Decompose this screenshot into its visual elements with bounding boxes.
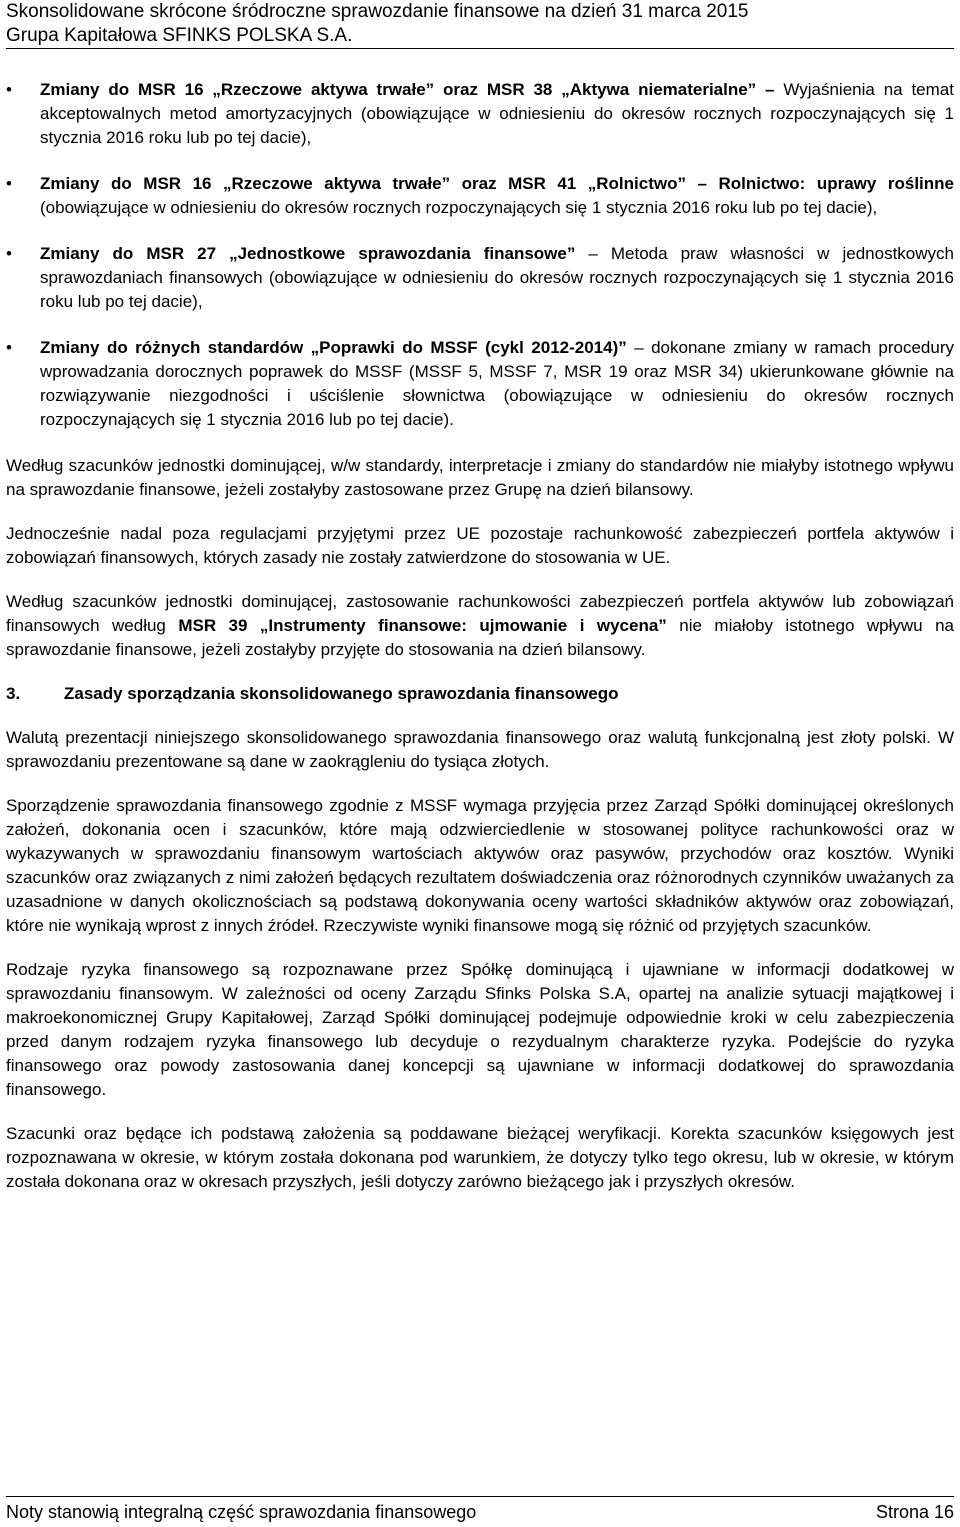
list-item-heading: Zmiany do MSR 16 „Rzeczowe aktywa trwałe” oraz MSR 41 „Rolnictwo” – Rolnictwo: uprawy roślinne [40, 174, 954, 193]
paragraph-estimate-review: Szacunki oraz będące ich podstawą założenia są poddawane bieżącej weryfikacji. Korekta szacunków księgowych jest rozpoznawana w okresie, w którym została dokonana pod warunkiem, że dotyczy tylko tego okresu, lub w okresie, w którym została dokonana oraz w okresach przyszłych, jeśli dotyczy zarówno bieżącego jak i przyszłych okresów. [6, 1124, 954, 1191]
footer-divider [6, 1496, 954, 1497]
paragraph-financial-risk: Rodzaje ryzyka finansowego są rozpoznawane przez Spółkę dominującą i ujawniane w informacji dodatkowej w sprawozdaniu finansowym. W zależności od oceny Zarządu Sfinks Polska S.A, opartej na analizie sytuacji majątkowej i makroekonomicznej Grupy Kapitałowej, Zarząd Spółki dominującej podejmuje odpowiednie kroki w celu zabezpieczenia przed danym rodzajem ryzyka finansowego lub decyduje o rezydualnym charakterze ryzyka. Podejście do ryzyka finansowego oraz powody zastosowania danej koncepcji są ujawniane w informacji dodatkowej do sprawozdania finansowego. [6, 960, 954, 1099]
section-heading [6, 682, 954, 706]
paragraph-hedge-accounting: Jednocześnie nadal poza regulacjami przyjętymi przez UE pozostaje rachunkowość zabezpieczeń portfela aktywów i zobowiązań finansowych, których zasady nie zostały zatwierdzone do stosowania w UE. [6, 524, 954, 567]
page-number: Strona 16 [875, 1502, 954, 1522]
list-item-heading: Zmiany do MSR 27 „Jednostkowe sprawozdania finansowe” [40, 244, 576, 263]
document-body [6, 78, 954, 1214]
footer-note: Noty stanowią integralną część sprawozdania finansowego [6, 1502, 477, 1522]
list-item-heading: Zmiany do MSR 16 „Rzeczowe aktywa trwałe” oraz MSR 38 „Aktywa niematerialne” – [40, 80, 775, 99]
list-item [6, 172, 954, 220]
paragraph-msr39 [6, 590, 954, 662]
bullet-icon: • [6, 244, 12, 263]
paragraph-text: nie miałoby istotnego wpływu na sprawozdanie finansowe, jeżeli zostałyby przyjęte do stosowania na dzień bilansowy. [6, 616, 954, 659]
list-item-text: (obowiązujące w odniesieniu do okresów rocznych rozpoczynających się 1 stycznia 2016 roku lub po tej dacie), [40, 198, 878, 217]
page-header [6, 0, 954, 48]
list-item-heading: Zmiany do różnych standardów „Poprawki do MSSF (cykl 2012-2014)” [40, 338, 627, 357]
list-item-text: Wyjaśnienia na temat akceptowalnych metod amortyzacyjnych (obowiązujące w odniesieniu do okresów rocznych rozpoczynających się 1 stycznia 2016 roku lub po tej dacie), [40, 80, 954, 147]
company-name: Grupa Kapitałowa SFINKS POLSKA S.A. [6, 25, 353, 46]
standard-reference: MSR 39 „Instrumenty finansowe: ujmowanie i wycena” [178, 616, 667, 635]
paragraph-standards-impact: Według szacunków jednostki dominującej, w/w standardy, interpretacje i zmiany do standardów nie miałyby istotnego wpływu na sprawozdanie finansowe, jeżeli zostałyby zastosowane przez Grupę na dzień bilansowy. [6, 456, 954, 499]
list-item-text: – dokonane zmiany w ramach procedury wprowadzania dorocznych poprawek do MSSF (MSSF 5, MSSF 7, MSR 19 oraz MSR 34) ukierunkowane głównie na rozwiązywanie niezgodności i uściślenie słownictwa (obowiązujące w odniesieniu do okresów rocznych rozpoczynających się 1 stycznia 2016 lub po tej dacie). [40, 338, 954, 429]
paragraph-text: Według szacunków jednostki dominującej, zastosowanie rachunkowości zabezpieczeń portfela aktywów lub zobowiązań finansowych według [6, 592, 954, 635]
section-number: 3. [6, 684, 21, 703]
section-title: Zasady sporządzania skonsolidowanego sprawozdania finansowego [64, 684, 619, 703]
bullet-icon: • [6, 338, 12, 357]
report-title: Skonsolidowane skrócone śródroczne sprawozdanie finansowe na dzień 31 marca 2015 [6, 1, 749, 22]
paragraph-currency: Walutą prezentacji niniejszego skonsolidowanego sprawozdania finansowego oraz walutą funkcjonalną jest złoty polski. W sprawozdaniu prezentowane są dane w zaokrągleniu do tysiąca złotych. [6, 728, 954, 771]
bullet-icon: • [6, 174, 12, 193]
paragraph-estimates: Sporządzenie sprawozdania finansowego zgodnie z MSSF wymaga przyjęcia przez Zarząd Spółki dominującej określonych założeń, dokonania ocen i szacunków, które mają odzwierciedlenie w stosowanej polityce rachunkowości oraz w wykazywanych w sprawozdaniu finansowym wartościach aktywów oraz pasywów, przychodów oraz kosztów. Wyniki szacunków oraz związanych z nimi założeń będących rezultatem doświadczenia oraz różnorodnych czynników uważanych za uzasadnione w danych okolicznościach są podstawą dokonywania oceny wartości składników aktywów oraz zobowiązań, które nie wynikają wprost z innych źródeł. Rzeczywiste wyniki finansowe mogą się różnić od przyjętych szacunków. [6, 796, 954, 935]
list-item [6, 242, 954, 314]
bullet-icon: • [6, 80, 12, 99]
list-item [6, 336, 954, 432]
header-divider [6, 48, 954, 49]
list-item-text: – Metoda praw własności w jednostkowych sprawozdaniach finansowych (obowiązujące w odniesieniu do okresów rocznych rozpoczynających się 1 stycznia 2016 roku lub po tej dacie), [40, 244, 954, 311]
list-item [6, 78, 954, 150]
